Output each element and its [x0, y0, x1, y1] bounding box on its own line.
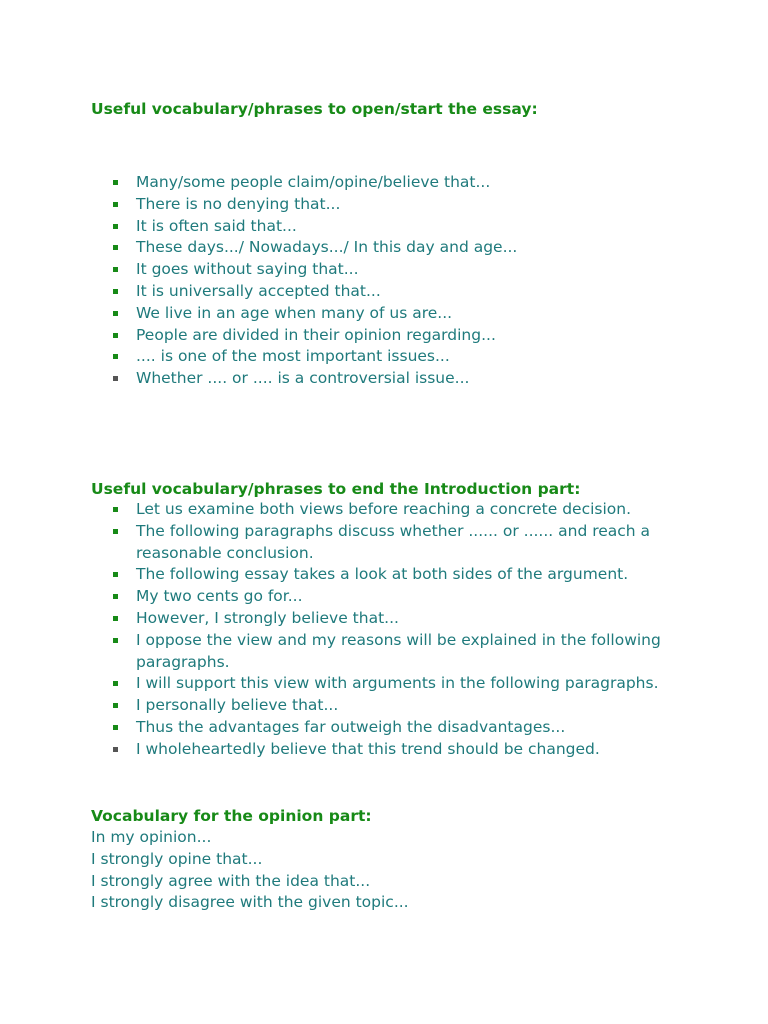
list-item: [91, 630, 711, 674]
square-bullet-icon: [113, 245, 118, 250]
list-item: [91, 216, 711, 238]
list-item: [91, 346, 711, 368]
section-heading-end-introduction: Useful vocabulary/phrases to end the Introduction part:: [91, 480, 581, 498]
square-bullet-icon: [113, 572, 118, 577]
list-item-text: There is no denying that...: [136, 194, 341, 213]
list-item: [91, 586, 711, 608]
list-item: [91, 259, 711, 281]
square-bullet-icon: [113, 747, 118, 752]
list-item: [91, 717, 711, 739]
list-item: [91, 499, 711, 521]
end-introduction-phrase-list: [91, 499, 711, 761]
list-item: [91, 281, 711, 303]
list-item: [91, 303, 711, 325]
section-heading-opinion-part: Vocabulary for the opinion part:: [91, 807, 372, 825]
list-item: [91, 521, 711, 565]
list-item-text: It is often said that...: [136, 216, 297, 235]
list-item-text: .... is one of the most important issues...: [136, 347, 450, 366]
list-item: [91, 739, 711, 761]
list-item: [91, 172, 711, 194]
list-item-text: I will support this view with arguments in the following paragraphs.: [136, 674, 659, 693]
list-item: [91, 194, 711, 216]
opinion-line: I strongly opine that...: [91, 849, 263, 868]
list-item: [91, 368, 711, 390]
list-item: [91, 237, 711, 259]
list-item-text: It goes without saying that...: [136, 260, 359, 279]
list-item-text: I oppose the view and my reasons will be explained in the following paragraphs.: [136, 630, 661, 671]
list-item: [91, 325, 711, 347]
list-item: [91, 673, 711, 695]
list-item: [91, 695, 711, 717]
list-item-text: The following essay takes a look at both sides of the argument.: [136, 565, 629, 584]
square-bullet-icon: [113, 376, 118, 381]
square-bullet-icon: [113, 616, 118, 621]
square-bullet-icon: [113, 289, 118, 294]
square-bullet-icon: [113, 725, 118, 730]
list-item-text: We live in an age when many of us are...: [136, 303, 453, 322]
square-bullet-icon: [113, 267, 118, 272]
square-bullet-icon: [113, 311, 118, 316]
list-item-text: People are divided in their opinion regarding...: [136, 325, 496, 344]
list-item: [91, 564, 711, 586]
opinion-line: In my opinion...: [91, 828, 212, 846]
open-essay-phrase-list: [91, 172, 711, 390]
list-item-text: Thus the advantages far outweigh the disadvantages...: [136, 717, 566, 736]
square-bullet-icon: [113, 180, 118, 185]
list-item-text: The following paragraphs discuss whether ...... or ...... and reach a reasonable conclusion.: [136, 521, 651, 562]
section-heading-open-essay: Useful vocabulary/phrases to open/start the essay:: [91, 100, 538, 118]
opinion-line: I strongly disagree with the given topic...: [91, 893, 409, 912]
list-item-text: Whether .... or .... is a controversial issue...: [136, 369, 470, 388]
opinion-line: I strongly agree with the idea that...: [91, 871, 371, 890]
list-item-text: I personally believe that...: [136, 696, 339, 715]
square-bullet-icon: [113, 333, 118, 338]
list-item-text: Many/some people claim/opine/believe that...: [136, 173, 491, 191]
square-bullet-icon: [113, 681, 118, 686]
opinion-phrase-lines: [91, 827, 409, 914]
square-bullet-icon: [113, 703, 118, 708]
list-item-text: My two cents go for...: [136, 587, 303, 606]
list-item-text: These days.../ Nowadays.../ In this day and age...: [136, 238, 518, 257]
list-item-text: Let us examine both views before reaching a concrete decision.: [136, 500, 632, 518]
list-item-text: However, I strongly believe that...: [136, 608, 399, 627]
square-bullet-icon: [113, 202, 118, 207]
list-item: [91, 608, 711, 630]
square-bullet-icon: [113, 529, 118, 534]
square-bullet-icon: [113, 507, 118, 512]
list-item-text: It is universally accepted that...: [136, 281, 381, 300]
list-item-text: I wholeheartedly believe that this trend should be changed.: [136, 739, 600, 758]
square-bullet-icon: [113, 224, 118, 229]
square-bullet-icon: [113, 638, 118, 643]
square-bullet-icon: [113, 354, 118, 359]
square-bullet-icon: [113, 594, 118, 599]
